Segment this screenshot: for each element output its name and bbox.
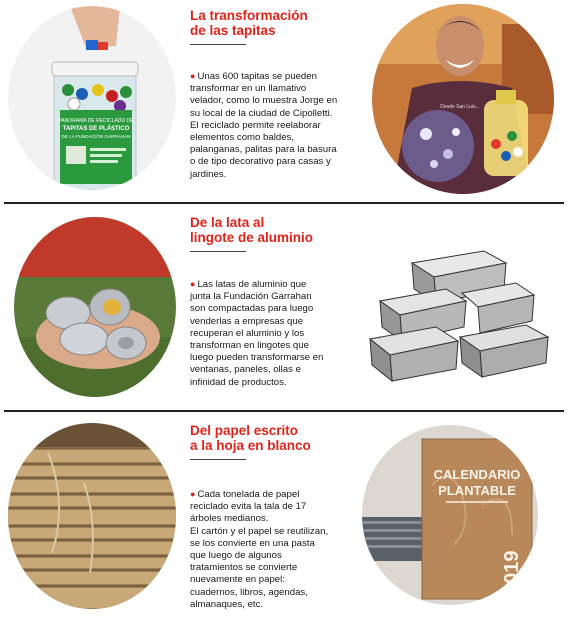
section-body-papel — [190, 488, 328, 611]
body-line: palanganas, palitas para la basura — [190, 144, 337, 156]
calendar-year: 2019 — [501, 550, 523, 595]
body-line: transformar en un llamativo — [190, 83, 307, 95]
body-line: nuevamente en papel: — [190, 574, 285, 586]
bullet-icon: ● — [190, 489, 196, 499]
body-line: El reciclado permite reelaborar — [190, 119, 321, 131]
section-body-latas — [190, 278, 323, 389]
body-line: El cartón y el papel se reutilizan, — [190, 525, 329, 537]
section-body-tapitas — [190, 70, 337, 181]
body-line: venderlas a empresas que — [190, 315, 304, 327]
title-line: a la hoja en blanco — [190, 438, 311, 453]
title-line: La transformación — [190, 8, 308, 23]
body-line: árboles medianos. — [190, 513, 269, 525]
calendar-title-line-1: CALENDARIO — [433, 467, 521, 482]
photo-jorge-lamp — [372, 4, 554, 194]
calendar-title-line-2: PLANTABLE — [438, 483, 516, 498]
body-line: junta la Fundación Garrahan — [190, 291, 312, 303]
jar-label-line-3: DE LA FUNDACIÓN GARRAHAN — [61, 134, 131, 139]
body-line: su local de la ciudad de Cipolletti. — [190, 107, 333, 119]
title-underline — [190, 44, 246, 45]
body-line: que luego de algunos — [190, 550, 282, 562]
title-line: lingote de aluminio — [190, 230, 314, 245]
title-line: de las tapitas — [190, 23, 276, 38]
body-line: almanaques, etc. — [190, 598, 264, 610]
photo-crushed-cans — [14, 217, 176, 397]
title-underline — [190, 251, 246, 252]
section-tapitas — [0, 0, 568, 203]
body-line: jardines. — [190, 168, 227, 180]
body-line: transforman en lingotes que — [190, 340, 309, 352]
shirt-text: Desde San Luis... — [440, 104, 480, 110]
section-latas — [0, 205, 568, 409]
section-title-tapitas — [190, 8, 308, 38]
body-line: ● Cada tonelada de papel — [190, 489, 300, 500]
body-line: infinidad de productos. — [190, 376, 287, 388]
jar-label-line-1: PANORAMA DE RECICLADO DE — [58, 118, 134, 124]
section-title-latas — [190, 215, 313, 245]
photo-paper-stack — [8, 423, 176, 609]
section-divider — [4, 202, 564, 204]
bullet-icon: ● — [190, 279, 196, 289]
body-line: ● Las latas de aluminio que — [190, 279, 307, 290]
body-line: cuadernos, libros, agendas, — [190, 586, 308, 598]
title-line: Del papel escrito — [190, 423, 299, 438]
title-underline — [190, 459, 246, 460]
body-line: reciclado evita la tala de 17 — [190, 501, 307, 513]
body-line: se los convierte en una pasta — [190, 537, 315, 549]
body-line: ventanas, paneles, ollas e — [190, 364, 301, 376]
section-title-papel — [190, 423, 311, 453]
body-line: velador, como lo muestra Jorge en — [190, 95, 338, 107]
jar-label-line-2: TAPITAS DE PLÁSTICO — [62, 126, 130, 132]
body-line: son compactadas para luego — [190, 303, 314, 315]
body-line: luego pueden transformarse en — [190, 352, 324, 364]
section-divider — [4, 410, 564, 412]
bullet-icon: ● — [190, 71, 196, 81]
body-line: o de tipo decorativo para casas y — [190, 156, 331, 168]
photo-aluminum-ingots — [366, 243, 552, 383]
body-line: ● Unas 600 tapitas se pueden — [190, 71, 317, 82]
photo-tapitas-jar — [8, 6, 176, 190]
section-papel — [0, 413, 568, 617]
photo-calendario-plantable — [362, 425, 538, 605]
body-line: tratamientos se convierte — [190, 562, 298, 574]
body-line: recuperan el aluminio y los — [190, 327, 305, 339]
title-line: De la lata al — [190, 215, 265, 230]
body-line: elementos como baldes, — [190, 132, 294, 144]
